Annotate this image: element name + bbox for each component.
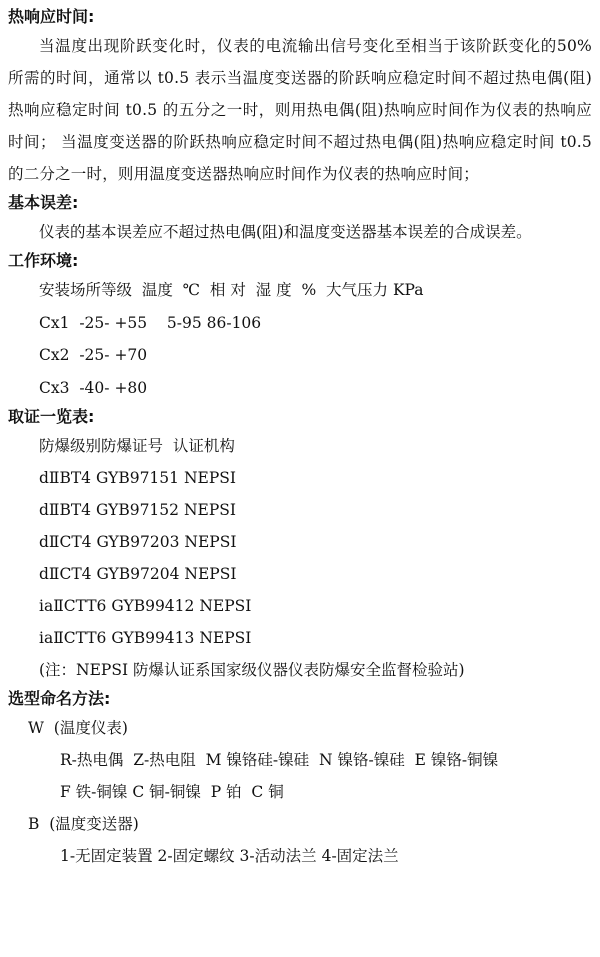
- certificates-note: (注：NEPSI 防爆认证系国家级仪器仪表防爆安全监督检验站): [39, 661, 465, 679]
- document-body: [8, 4, 592, 872]
- environment-row: Cx2 -25- +70: [39, 346, 148, 364]
- certificate-row: iaⅡCTT6 GYB99412 NEPSI: [39, 597, 252, 615]
- heading-environment: 工作环境:: [8, 251, 79, 270]
- response-time-paragraph: 当温度出现阶跃变化时，仪表的电流输出信号变化至相当于该阶跃变化的50%所需的时间，通常以 t0.5 表示当温度变送器的阶跃响应稳定时间不超过热电偶(阻)热响应稳定时间 t0.5 的五分之一时，则用热电偶(阻)热响应时间作为仪表的热响应时间； 当温度变送器的阶跃热响应稳定时间不超过热电偶(阻)热响应稳定时间 t0.5 的二分之一时，则用温度变送器热响应时间作为仪表的热响应时间；: [8, 37, 592, 183]
- certificate-row: dⅡCT4 GYB97203 NEPSI: [39, 533, 237, 551]
- naming-w-label: W (温度仪表): [28, 719, 128, 737]
- certificate-row: dⅡCT4 GYB97204 NEPSI: [39, 565, 237, 583]
- naming-b-line: 1-无固定装置 2-固定螺纹 3-活动法兰 4-固定法兰: [60, 847, 399, 865]
- environment-header-row: 安装场所等级 温度 ℃ 相 对 湿 度 % 大气压力 KPa: [39, 281, 424, 299]
- naming-b-label: B (温度变送器): [28, 815, 139, 833]
- environment-row: Cx1 -25- +55 5-95 86-106: [39, 313, 262, 332]
- heading-response-time: 热响应时间:: [8, 7, 95, 26]
- heading-basic-error: 基本误差:: [8, 193, 79, 212]
- certificates-header-row: 防爆级别防爆证号 认证机构: [39, 437, 235, 455]
- certificate-row: iaⅡCTT6 GYB99413 NEPSI: [39, 629, 252, 647]
- certificate-row: dⅡBT4 GYB97152 NEPSI: [39, 501, 236, 519]
- naming-w-line: R-热电偶 Z-热电阻 M 镍铬硅-镍硅 N 镍铬-镍硅 E 镍铬-铜镍: [60, 751, 499, 769]
- heading-certificates: 取证一览表:: [8, 407, 95, 426]
- naming-w-line: F 铁-铜镍 C 铜-铜镍 P 铂 C 铜: [60, 783, 284, 801]
- certificate-row: dⅡBT4 GYB97151 NEPSI: [39, 469, 236, 487]
- heading-naming: 选型命名方法:: [8, 689, 111, 708]
- environment-row: Cx3 -40- +80: [39, 378, 148, 397]
- basic-error-paragraph: 仪表的基本误差应不超过热电偶(阻)和温度变送器基本误差的合成误差。: [39, 223, 532, 241]
